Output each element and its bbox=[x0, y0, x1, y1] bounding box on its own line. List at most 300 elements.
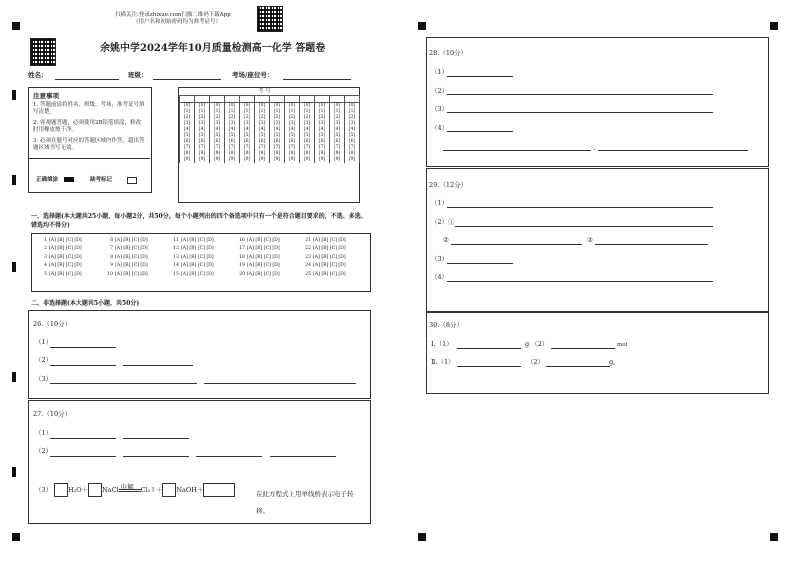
exam-digit-bubble[interactable]: [3] bbox=[285, 121, 300, 127]
q30-row1-prefix: Ⅰ.（1） bbox=[431, 340, 453, 348]
exam-digit-write-cell[interactable] bbox=[195, 96, 210, 103]
exam-digit-bubble[interactable]: [4] bbox=[285, 127, 300, 133]
exam-digit-bubble[interactable]: [2] bbox=[180, 115, 195, 121]
exam-digit-bubble[interactable]: [5] bbox=[195, 133, 210, 139]
exam-digit-bubble[interactable]: [1] bbox=[225, 109, 240, 115]
exam-digit-bubble[interactable]: [9] bbox=[300, 157, 315, 163]
question-number: 14 bbox=[173, 263, 179, 269]
question-number: 3 bbox=[44, 254, 47, 260]
exam-digit-bubble[interactable]: [6] bbox=[345, 139, 360, 145]
exam-digit-bubble[interactable]: [8] bbox=[330, 151, 345, 157]
exam-digit-bubble[interactable]: [2] bbox=[240, 115, 255, 121]
q30-row2-unit: g。 bbox=[609, 358, 620, 366]
exam-digit-bubble[interactable]: [0] bbox=[315, 103, 330, 110]
q30-row1-unit: g （2） bbox=[525, 340, 549, 348]
choice-item[interactable] bbox=[236, 262, 302, 270]
choice-bubbles[interactable]: [A] [B] [C] [D] bbox=[49, 263, 82, 269]
q26-answer2b[interactable] bbox=[123, 365, 193, 366]
q28-answer4[interactable] bbox=[447, 131, 513, 132]
question-number: 16 bbox=[239, 238, 245, 243]
choice-bubbles[interactable]: [A] [B] [C] [D] bbox=[181, 238, 214, 243]
choice-bubbles[interactable]: [A] [B] [C] [D] bbox=[313, 238, 346, 243]
q28-heading: 28.（10分） bbox=[429, 49, 468, 57]
choice-row bbox=[38, 271, 368, 279]
student-qr-code-icon bbox=[30, 38, 56, 66]
question-number: 1 bbox=[44, 238, 47, 243]
question-number: 19 bbox=[239, 263, 245, 269]
exam-digit-write-cell[interactable] bbox=[300, 96, 315, 103]
exam-digit-bubble[interactable]: [3] bbox=[225, 121, 240, 127]
exam-digit-bubble[interactable]: [0] bbox=[240, 103, 255, 110]
choice-row bbox=[38, 237, 368, 245]
question-number: 5 bbox=[44, 271, 47, 277]
registration-mark bbox=[12, 533, 20, 541]
exam-digit-bubble[interactable]: [3] bbox=[270, 121, 285, 127]
q30-answer2-2[interactable] bbox=[546, 366, 610, 367]
exam-digit-bubble[interactable]: [2] bbox=[255, 115, 270, 121]
q27-answer2d[interactable] bbox=[270, 456, 336, 457]
exam-digit-bubble[interactable]: [3] bbox=[345, 121, 360, 127]
missing-mark-label: 缺考标记 bbox=[90, 177, 113, 183]
exam-digit-bubble[interactable]: [9] bbox=[285, 157, 300, 163]
choice-bubbles[interactable]: [A] [B] [C] [D] bbox=[115, 254, 148, 260]
q30-answer1-2[interactable] bbox=[551, 348, 615, 349]
choice-item[interactable] bbox=[104, 271, 170, 279]
choice-item[interactable] bbox=[236, 254, 302, 262]
q27-answer1b[interactable] bbox=[123, 438, 189, 439]
q26-answer3a[interactable] bbox=[50, 383, 197, 384]
choice-item[interactable] bbox=[104, 254, 170, 262]
question-number: 10 bbox=[107, 271, 113, 277]
exam-digit-bubble[interactable]: [1] bbox=[285, 109, 300, 115]
question-number: 12 bbox=[173, 246, 179, 252]
side-tick bbox=[12, 175, 16, 185]
choice-bubbles[interactable]: [A] [B] [C] [D] bbox=[313, 271, 346, 277]
exam-digit-bubble[interactable]: [9] bbox=[240, 157, 255, 163]
question-number: 8 bbox=[110, 254, 113, 260]
exam-digit-bubble[interactable]: [8] bbox=[240, 151, 255, 157]
exam-digit-bubble[interactable]: [6] bbox=[225, 139, 240, 145]
question-number: 20 bbox=[239, 271, 245, 277]
exam-digit-write-cell[interactable] bbox=[255, 96, 270, 103]
q30-row2-mid: （2） bbox=[527, 358, 545, 366]
exam-digit-bubble[interactable]: [2] bbox=[330, 115, 345, 121]
choice-bubbles[interactable]: [A] [B] [C] [D] bbox=[49, 254, 82, 260]
q27-heading: 27.（10分） bbox=[33, 410, 72, 418]
exam-digit-bubble[interactable]: [7] bbox=[285, 145, 300, 151]
scan-instruction: 扫描关注:登录zhixue.com扫描二维码下载App bbox=[115, 12, 231, 18]
choice-item[interactable] bbox=[38, 271, 104, 279]
choice-item[interactable] bbox=[170, 271, 236, 279]
exam-digit-bubble[interactable]: [1] bbox=[330, 109, 345, 115]
exam-number-label: 考 号 bbox=[258, 88, 271, 94]
missing-mark-checkbox[interactable] bbox=[127, 177, 137, 184]
registration-mark bbox=[770, 533, 778, 541]
exam-digit-write-cell[interactable] bbox=[210, 96, 225, 103]
exam-digit-bubble[interactable]: [7] bbox=[240, 145, 255, 151]
exam-digit-write-cell[interactable] bbox=[330, 96, 345, 103]
choice-item[interactable] bbox=[170, 245, 236, 253]
q28-answer4c[interactable] bbox=[598, 150, 748, 151]
exam-digit-bubble[interactable]: [6] bbox=[300, 139, 315, 145]
exam-digit-write-cell[interactable] bbox=[240, 96, 255, 103]
exam-digit-bubble[interactable]: [3] bbox=[330, 121, 345, 127]
scan-note: （用户名和初始密码均为准考证号） bbox=[133, 19, 222, 25]
exam-digit-bubble[interactable]: [4] bbox=[345, 127, 360, 133]
choice-item[interactable] bbox=[170, 237, 236, 245]
choice-bubbles[interactable]: [A] [B] [C] [D] bbox=[247, 263, 280, 269]
choice-item[interactable] bbox=[170, 254, 236, 262]
exam-digit-bubble[interactable]: [2] bbox=[315, 115, 330, 121]
choice-bubbles[interactable]: [A] [B] [C] [D] bbox=[181, 271, 214, 277]
room-seat-field[interactable] bbox=[283, 79, 351, 80]
registration-mark bbox=[418, 533, 426, 541]
choice-bubbles[interactable]: [A] [B] [C] [D] bbox=[247, 238, 280, 243]
side-tick bbox=[12, 467, 16, 477]
exam-digit-bubble[interactable]: [6] bbox=[285, 139, 300, 145]
choice-item[interactable] bbox=[104, 237, 170, 245]
question-number: 21 bbox=[305, 238, 311, 243]
choice-item[interactable] bbox=[104, 262, 170, 270]
exam-digit-bubble[interactable]: [5] bbox=[270, 133, 285, 139]
notice-item: 1. 答题前请将姓名、班级、考场、准考证号填写清楚。 bbox=[33, 102, 145, 115]
q30-heading: 30.（8分） bbox=[429, 321, 463, 329]
q29-part3: （3） bbox=[431, 255, 449, 263]
exam-digit-bubble[interactable]: [6] bbox=[255, 139, 270, 145]
exam-digit-bubble[interactable]: [4] bbox=[255, 127, 270, 133]
exam-digit-write-cell[interactable] bbox=[315, 96, 330, 103]
exam-digit-bubble[interactable]: [4] bbox=[330, 127, 345, 133]
q30-box bbox=[426, 312, 769, 394]
q29-part1: （1） bbox=[431, 199, 449, 207]
exam-digit-bubble[interactable]: [9] bbox=[195, 157, 210, 163]
room-seat-label: 考场/座位号： bbox=[232, 71, 274, 79]
exam-digit-bubble[interactable]: [7] bbox=[225, 145, 240, 151]
q28-answer2[interactable] bbox=[447, 94, 713, 95]
exam-digit-bubble[interactable]: [3] bbox=[180, 121, 195, 127]
q29-answer3[interactable] bbox=[447, 263, 513, 264]
exam-digit-bubble[interactable]: [3] bbox=[210, 121, 225, 127]
exam-digit-bubble[interactable]: [0] bbox=[225, 103, 240, 110]
q26-answer3b[interactable] bbox=[204, 383, 356, 384]
exam-digit-bubble[interactable]: [5] bbox=[240, 133, 255, 139]
coefficient-box[interactable] bbox=[54, 483, 68, 497]
nacl-term: NaCl bbox=[102, 486, 119, 494]
exam-digit-bubble[interactable]: [6] bbox=[180, 139, 195, 145]
choice-bubbles[interactable]: [A] [B] [C] [D] bbox=[115, 246, 148, 252]
choice-bubbles[interactable]: [A] [B] [C] [D] bbox=[49, 238, 82, 243]
exam-digit-bubble[interactable]: [6] bbox=[240, 139, 255, 145]
exam-digit-bubble[interactable]: [0] bbox=[270, 103, 285, 110]
page-title: 余姚中学2024学年10月质量检测高一化学 答题卷 bbox=[100, 43, 326, 54]
exam-digit-bubble[interactable]: [8] bbox=[300, 151, 315, 157]
exam-digit-bubble[interactable]: [0] bbox=[210, 103, 225, 110]
choice-bubbles[interactable]: [A] [B] [C] [D] bbox=[313, 254, 346, 260]
exam-digit-bubble[interactable]: [4] bbox=[300, 127, 315, 133]
q26-part3: （3） bbox=[35, 375, 53, 383]
choice-bubbles[interactable]: [A] [B] [C] [D] bbox=[115, 238, 148, 243]
exam-digit-bubble[interactable]: [8] bbox=[180, 151, 195, 157]
exam-digit-bubble[interactable]: [9] bbox=[270, 157, 285, 163]
exam-digit-bubble[interactable]: [3] bbox=[240, 121, 255, 127]
exam-digit-bubble[interactable]: [8] bbox=[345, 151, 360, 157]
exam-digit-bubble[interactable]: [5] bbox=[210, 133, 225, 139]
q28-part3: （3） bbox=[431, 105, 449, 113]
exam-digit-bubble[interactable]: [7] bbox=[270, 145, 285, 151]
exam-digit-write-cell[interactable] bbox=[180, 96, 195, 103]
exam-digit-bubble[interactable]: [7] bbox=[330, 145, 345, 151]
exam-digit-bubble[interactable]: [5] bbox=[225, 133, 240, 139]
q28-part2: （2） bbox=[431, 87, 449, 95]
choice-bubbles[interactable]: [A] [B] [C] [D] bbox=[247, 271, 280, 277]
cl2-term: Cl₂↑＋ bbox=[140, 486, 163, 494]
exam-digit-bubble[interactable]: [7] bbox=[180, 145, 195, 151]
exam-digit-bubble[interactable]: [9] bbox=[315, 157, 330, 163]
exam-digit-bubble[interactable]: [4] bbox=[195, 127, 210, 133]
exam-digit-bubble[interactable]: [7] bbox=[255, 145, 270, 151]
q28-answer3[interactable] bbox=[447, 112, 713, 113]
exam-digit-bubble[interactable]: [9] bbox=[180, 157, 195, 163]
q28-part4: （4） bbox=[431, 124, 449, 132]
exam-digit-bubble[interactable]: [2] bbox=[300, 115, 315, 121]
exam-digit-bubble[interactable]: [5] bbox=[330, 133, 345, 139]
name-label: 姓名： bbox=[28, 71, 48, 79]
exam-digit-bubble[interactable]: [6] bbox=[195, 139, 210, 145]
choice-bubbles[interactable]: [A] [B] [C] [D] bbox=[49, 246, 82, 252]
exam-digit-bubble[interactable]: [4] bbox=[210, 127, 225, 133]
exam-digit-bubble[interactable]: [7] bbox=[195, 145, 210, 151]
exam-digit-bubble[interactable]: [0] bbox=[330, 103, 345, 110]
exam-digit-write-cell[interactable] bbox=[270, 96, 285, 103]
exam-digit-bubble[interactable]: [0] bbox=[195, 103, 210, 110]
exam-digit-bubble[interactable]: [2] bbox=[225, 115, 240, 121]
side-tick bbox=[12, 90, 16, 100]
exam-digit-bubble[interactable]: [0] bbox=[180, 103, 195, 110]
exam-digit-bubble[interactable]: [4] bbox=[315, 127, 330, 133]
choice-bubbles[interactable]: [A] [B] [C] [D] bbox=[181, 246, 214, 252]
q28-part1: （1） bbox=[431, 68, 449, 76]
exam-digit-bubble[interactable]: [8] bbox=[315, 151, 330, 157]
exam-digit-bubble[interactable]: [8] bbox=[210, 151, 225, 157]
q26-answer1[interactable] bbox=[50, 347, 116, 348]
exam-digit-bubble[interactable]: [1] bbox=[180, 109, 195, 115]
choice-bubbles[interactable]: [A] [B] [C] [D] bbox=[313, 246, 346, 252]
q27-note: 在此方程式上用单线桥表示电子转移。 bbox=[256, 490, 354, 515]
choice-item[interactable] bbox=[302, 262, 368, 270]
correct-fill-label: 正确填涂 bbox=[36, 177, 59, 183]
class-field[interactable] bbox=[153, 79, 221, 80]
exam-digit-bubble[interactable]: [5] bbox=[285, 133, 300, 139]
choice-bubbles[interactable]: [A] [B] [C] [D] bbox=[49, 271, 82, 277]
q30-answer1-1[interactable] bbox=[457, 348, 521, 349]
exam-digit-bubble[interactable]: [9] bbox=[330, 157, 345, 163]
exam-digit-bubble[interactable]: [5] bbox=[315, 133, 330, 139]
exam-digit-bubble[interactable]: [5] bbox=[300, 133, 315, 139]
notice-divider bbox=[28, 158, 150, 159]
exam-digit-bubble[interactable]: [4] bbox=[270, 127, 285, 133]
exam-digit-bubble[interactable]: [7] bbox=[345, 145, 360, 151]
q29-answer2-2[interactable] bbox=[451, 244, 582, 245]
exam-digit-bubble[interactable]: [1] bbox=[315, 109, 330, 115]
exam-digit-bubble[interactable]: [1] bbox=[240, 109, 255, 115]
registration-mark bbox=[418, 22, 426, 30]
question-number: 9 bbox=[110, 263, 113, 269]
question-number: 25 bbox=[305, 271, 311, 277]
q27-answer2a[interactable] bbox=[50, 456, 116, 457]
choice-bubbles[interactable]: [A] [B] [C] [D] bbox=[115, 271, 148, 277]
exam-digit-bubble[interactable]: [1] bbox=[270, 109, 285, 115]
section2-title: 二、非选择题(本大题共5小题，共50分) bbox=[31, 300, 140, 307]
exam-digit-bubble[interactable]: [3] bbox=[255, 121, 270, 127]
choice-item[interactable] bbox=[38, 237, 104, 245]
q26-part2: （2） bbox=[35, 356, 53, 364]
exam-digit-bubble[interactable]: [8] bbox=[225, 151, 240, 157]
exam-digit-bubble[interactable]: [2] bbox=[210, 115, 225, 121]
q29-part2: （2）① bbox=[431, 218, 455, 226]
q27-answer1a[interactable] bbox=[50, 438, 116, 439]
q27-part3: （3） bbox=[35, 486, 53, 494]
class-label: 班级： bbox=[128, 71, 148, 79]
exam-digit-bubble[interactable]: [9] bbox=[345, 157, 360, 163]
exam-digit-bubble[interactable]: [0] bbox=[345, 103, 360, 110]
exam-digit-bubble[interactable]: [8] bbox=[270, 151, 285, 157]
exam-digit-bubble[interactable]: [9] bbox=[255, 157, 270, 163]
q30-row1-unit2: mol bbox=[617, 342, 628, 348]
exam-digit-bubble[interactable]: [8] bbox=[285, 151, 300, 157]
choice-bubbles[interactable]: [A] [B] [C] [D] bbox=[247, 246, 280, 252]
exam-digit-bubble[interactable]: [8] bbox=[255, 151, 270, 157]
coefficient-box[interactable] bbox=[88, 483, 102, 497]
exam-digit-bubble[interactable]: [0] bbox=[300, 103, 315, 110]
choice-bubbles[interactable]: [A] [B] [C] [D] bbox=[247, 254, 280, 260]
exam-digit-bubble[interactable]: [7] bbox=[300, 145, 315, 151]
exam-digit-bubble[interactable]: [7] bbox=[315, 145, 330, 151]
choice-item[interactable] bbox=[236, 271, 302, 279]
exam-digit-bubble[interactable]: [1] bbox=[345, 109, 360, 115]
q28-answer1[interactable] bbox=[447, 76, 513, 77]
section1-title: 一、选择题(本大题共25小题，每小题2分，共50分。每个小题列出的四个备选项中只有一个是符合题目要求的，不选、多选、错选均不得分) bbox=[31, 213, 367, 229]
exam-digit-bubble[interactable]: [5] bbox=[255, 133, 270, 139]
choice-item[interactable] bbox=[38, 245, 104, 253]
exam-digit-bubble[interactable]: [3] bbox=[300, 121, 315, 127]
choice-item[interactable] bbox=[104, 245, 170, 253]
exam-digit-bubble[interactable]: [9] bbox=[210, 157, 225, 163]
notice-item: 3. 必须在题号对应的答题区域内作答，超出答题区域书写无效。 bbox=[33, 138, 145, 151]
question-number: 11 bbox=[173, 238, 179, 243]
electrolysis-arrow bbox=[119, 483, 141, 492]
exam-digit-bubble[interactable]: [4] bbox=[180, 127, 195, 133]
question-number: 6 bbox=[110, 238, 113, 243]
exam-digit-write-cell[interactable] bbox=[285, 96, 300, 103]
q29-answer1[interactable] bbox=[447, 207, 713, 208]
q27-equation bbox=[54, 483, 235, 497]
coefficient-box[interactable] bbox=[162, 483, 176, 497]
q30-answer2-1[interactable] bbox=[457, 366, 521, 367]
exam-digit-bubble[interactable]: [7] bbox=[210, 145, 225, 151]
choice-item[interactable] bbox=[302, 245, 368, 253]
choice-item[interactable] bbox=[236, 237, 302, 245]
q28-answer4b[interactable] bbox=[443, 150, 591, 151]
name-field[interactable] bbox=[55, 79, 119, 80]
choice-item[interactable] bbox=[236, 245, 302, 253]
exam-digit-bubble[interactable]: [0] bbox=[285, 103, 300, 110]
choice-item[interactable] bbox=[302, 254, 368, 262]
question-number: 22 bbox=[305, 246, 311, 252]
exam-digit-bubble[interactable]: [6] bbox=[210, 139, 225, 145]
exam-digit-bubble[interactable]: [3] bbox=[195, 121, 210, 127]
choice-grid[interactable] bbox=[38, 237, 368, 279]
exam-digit-bubble[interactable]: [4] bbox=[240, 127, 255, 133]
exam-digit-bubble[interactable]: [2] bbox=[285, 115, 300, 121]
exam-digit-bubble[interactable]: [8] bbox=[195, 151, 210, 157]
exam-digit-bubble[interactable]: [1] bbox=[195, 109, 210, 115]
choice-item[interactable] bbox=[38, 254, 104, 262]
choice-item[interactable] bbox=[302, 271, 368, 279]
q29-answer2-1[interactable] bbox=[455, 226, 713, 227]
q29-heading: 29.（12分） bbox=[429, 181, 468, 189]
q27-part2: （2） bbox=[35, 447, 53, 455]
qr-code-icon bbox=[257, 6, 283, 32]
notice-item: 2. 客观题答题，必须使用2B铅笔填涂，修改时用橡皮擦干净。 bbox=[33, 120, 142, 133]
exam-digit-write-cell[interactable] bbox=[345, 96, 360, 103]
choice-row bbox=[38, 245, 368, 253]
q29-answer2-3[interactable] bbox=[595, 244, 708, 245]
electrolysis-condition: 电解 bbox=[120, 483, 134, 491]
exam-digit-bubble[interactable]: [3] bbox=[315, 121, 330, 127]
q26-part1: （1） bbox=[35, 338, 53, 346]
exam-digit-bubble[interactable]: [9] bbox=[225, 157, 240, 163]
exam-digit-bubble[interactable]: [1] bbox=[255, 109, 270, 115]
q29-part4: （4） bbox=[431, 273, 449, 281]
question-number: 15 bbox=[173, 271, 179, 277]
choice-bubbles[interactable]: [A] [B] [C] [D] bbox=[181, 263, 214, 269]
h2o-term: H₂O＋ bbox=[68, 486, 89, 494]
exam-digit-bubble[interactable]: [2] bbox=[345, 115, 360, 121]
choice-row bbox=[38, 262, 368, 270]
exam-digit-bubble[interactable]: [1] bbox=[300, 109, 315, 115]
choice-item[interactable] bbox=[38, 262, 104, 270]
q28-separator: 、 bbox=[593, 143, 600, 151]
naoh-term: NaOH＋ bbox=[176, 486, 204, 494]
choice-bubbles[interactable]: [A] [B] [C] [D] bbox=[181, 254, 214, 260]
q27-answer2c[interactable] bbox=[196, 456, 262, 457]
choice-item[interactable] bbox=[170, 262, 236, 270]
q26-answer2a[interactable] bbox=[50, 365, 116, 366]
exam-digit-bubble[interactable]: [1] bbox=[210, 109, 225, 115]
choice-bubbles[interactable]: [A] [B] [C] [D] bbox=[115, 263, 148, 269]
exam-digit-write-cell[interactable] bbox=[225, 96, 240, 103]
exam-digit-bubble[interactable]: [5] bbox=[345, 133, 360, 139]
q29-answer4[interactable] bbox=[447, 281, 713, 282]
exam-digit-bubble[interactable]: [6] bbox=[270, 139, 285, 145]
q27-answer2b[interactable] bbox=[123, 456, 189, 457]
exam-digit-bubble[interactable]: [4] bbox=[225, 127, 240, 133]
product-box[interactable] bbox=[203, 483, 235, 497]
choice-item[interactable] bbox=[302, 237, 368, 245]
exam-digit-bubble[interactable]: [5] bbox=[180, 133, 195, 139]
exam-digit-bubble[interactable]: [2] bbox=[195, 115, 210, 121]
question-number: 4 bbox=[44, 263, 47, 269]
side-tick bbox=[12, 372, 16, 382]
q29-circle2: ② bbox=[443, 236, 449, 244]
question-number: 7 bbox=[110, 246, 113, 252]
exam-digit-bubble[interactable]: [6] bbox=[330, 139, 345, 145]
exam-number-grid[interactable] bbox=[179, 95, 360, 163]
exam-digit-bubble[interactable]: [6] bbox=[315, 139, 330, 145]
choice-bubbles[interactable]: [A] [B] [C] [D] bbox=[313, 263, 346, 269]
exam-digit-bubble[interactable]: [0] bbox=[255, 103, 270, 110]
exam-digit-bubble[interactable]: [2] bbox=[270, 115, 285, 121]
